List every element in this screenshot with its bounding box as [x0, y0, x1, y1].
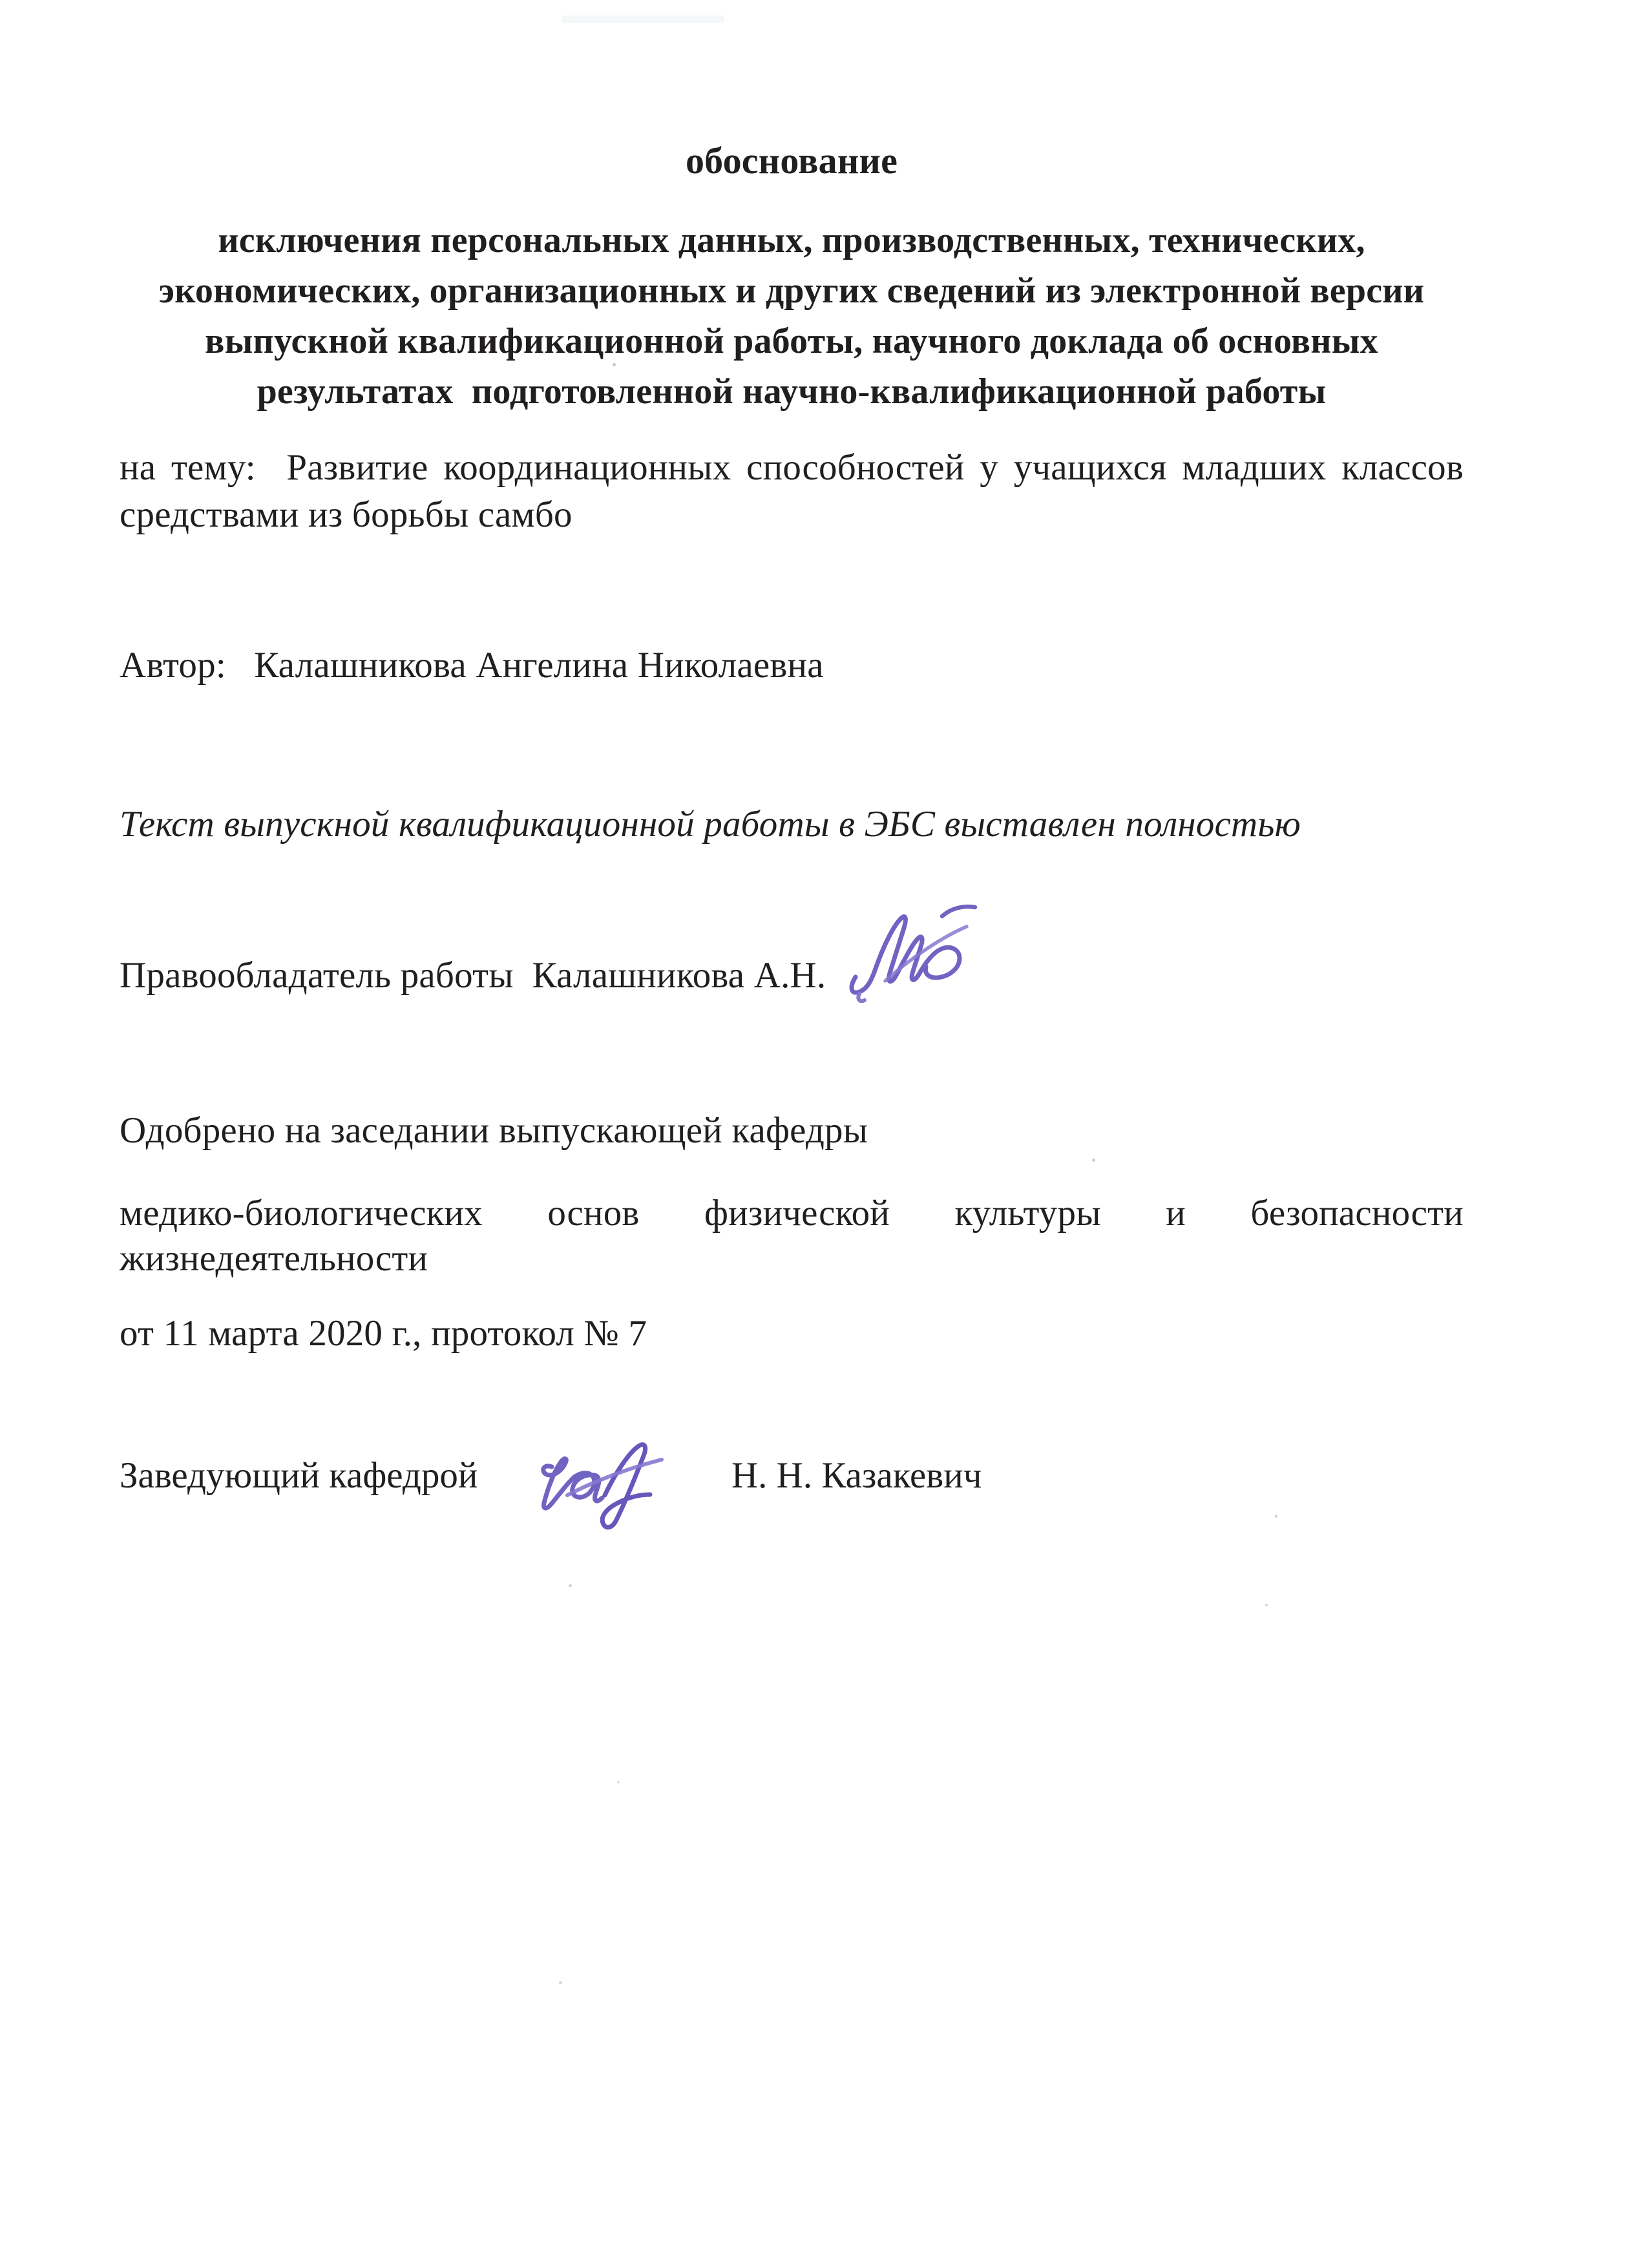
scan-speck [1275, 1515, 1277, 1518]
scan-speck [613, 363, 616, 366]
heading-line: исключения персональных данных, производственных, технических, [218, 220, 1365, 260]
department-line: жизнедеятельности [120, 1238, 428, 1279]
department-head-name: Н. Н. Казакевич [731, 1455, 982, 1496]
department-head-label: Заведующий кафедрой [120, 1455, 478, 1496]
author-signature [845, 899, 994, 1013]
approval-line: Одобрено на заседании выпускающей кафедры [120, 1110, 868, 1151]
heading-line: результатах подготовленной научно-квалификационной работы [257, 372, 1327, 412]
scan-speck [559, 1981, 562, 1984]
ebs-statement: Текст выпускной квалификационной работы в ЭБС выставлен полностью [120, 804, 1301, 845]
heading-line: экономических, организационных и других сведений из электронной версии [158, 271, 1425, 311]
department-head-signature [532, 1432, 678, 1538]
scan-speck [1265, 1604, 1268, 1606]
topic-paragraph [120, 444, 1464, 538]
document-heading [120, 215, 1464, 417]
scan-speck [617, 1781, 620, 1783]
topic-line: на тему: Развитие координационных способностей у учащихся младших классов [120, 447, 1464, 488]
scan-speck [569, 1584, 572, 1587]
scan-smudge [562, 16, 724, 23]
protocol-line: от 11 марта 2020 г., протокол № 7 [120, 1313, 647, 1354]
author-line: Автор: Калашникова Ангелина Николаевна [120, 645, 824, 686]
heading-line: выпускной квалификационной работы, научного доклада об основных [205, 321, 1378, 361]
department-line: медико-биологических основ физической культуры и безопасности [120, 1193, 1464, 1234]
topic-line: средствами из борьбы самбо [120, 494, 572, 535]
document-title: обоснование [685, 140, 898, 182]
copyright-holder-line: Правообладатель работы Калашникова А.Н. [120, 955, 826, 996]
scan-speck [1092, 1159, 1095, 1162]
